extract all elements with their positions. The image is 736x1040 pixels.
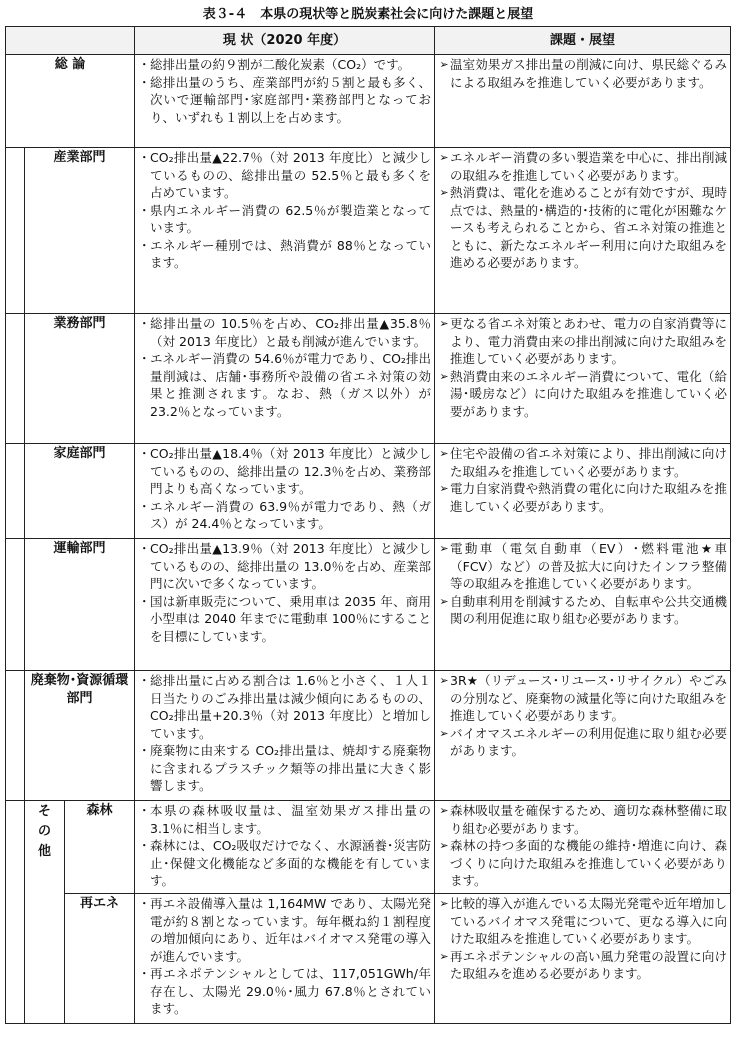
indent-stub (6, 314, 25, 444)
bullet-icon: ・ (138, 316, 151, 331)
bullet-icon: ・ (138, 57, 151, 72)
issue-text: 自動車利用を削減するため、自転車や公共交通機関の利用促進に取り組む必要があります。 (450, 593, 728, 626)
header-blank-cell (6, 27, 135, 55)
arrow-bullet-icon: ➢ (439, 674, 449, 687)
issues-cell (435, 148, 731, 314)
indent-stub (6, 539, 25, 671)
current-cell (135, 671, 435, 801)
arrow-bullet-icon: ➢ (439, 482, 449, 495)
status-text: 総排出量の 10.5％を占め、CO₂排出量▲35.8％（対 2013 年度比）と最も削減が進んでいます。 (150, 316, 432, 349)
row-saiene (6, 894, 731, 1024)
arrow-bullet-icon: ➢ (439, 839, 449, 852)
current-cell (135, 444, 435, 539)
current-cell (135, 801, 435, 894)
status-issues-table (5, 26, 731, 1024)
status-item (138, 149, 431, 202)
issue-item (438, 56, 727, 91)
arrow-bullet-icon: ➢ (439, 317, 449, 330)
issue-text: 住宅や設備の省エネ対策により、排出削減に向けた取組みを推進していく必要があります。 (450, 446, 728, 479)
issues-cell (435, 444, 731, 539)
issue-text: エネルギー消費の多い製造業を中心に、排出削減の取組みを推進していく必要があります。 (450, 150, 728, 183)
issue-item (438, 895, 727, 948)
status-item (138, 74, 431, 127)
status-item (138, 445, 431, 498)
issue-item (438, 149, 727, 184)
other-group-label: その他 (25, 801, 65, 1024)
issue-text: 再エネポテンシャルの高い風力発電の設置に向けた取組みを進める必要があります。 (450, 948, 728, 981)
status-item (138, 350, 431, 420)
row-unyu (6, 539, 731, 671)
issue-text: 森林吸収量を確保するため、適切な森林整備に取り組む必要があります。 (450, 803, 728, 836)
status-text: 総排出量の約９割が二酸化炭素（CO₂）です。 (150, 57, 411, 72)
bullet-icon: ・ (138, 838, 151, 853)
status-item (138, 965, 431, 1018)
bullet-icon: ・ (138, 74, 151, 90)
bullet-icon: ・ (138, 896, 151, 911)
status-item (138, 837, 431, 890)
arrow-bullet-icon: ➢ (439, 58, 449, 71)
status-item (138, 672, 431, 742)
indent-stub (6, 148, 25, 314)
arrow-bullet-icon: ➢ (439, 949, 449, 963)
status-item (138, 540, 431, 593)
table-title: 表３-４ 本県の現状等と脱炭素社会に向けた課題と展望 (202, 7, 534, 22)
status-item (138, 202, 431, 237)
row-sogo (6, 55, 731, 148)
row-gyomu (6, 314, 731, 444)
arrow-bullet-icon: ➢ (439, 726, 449, 740)
issue-item (438, 315, 727, 368)
issue-item (438, 480, 727, 515)
row-katei (6, 444, 731, 539)
bullet-icon: ・ (138, 498, 151, 514)
status-item (138, 895, 431, 965)
status-text: CO₂排出量▲18.4％（対 2013 年度比）と減少しているものの、総排出量の 12.3％を占め、業務部門よりも高くなっています。 (150, 446, 432, 496)
row-haiki (6, 671, 731, 801)
arrow-bullet-icon: ➢ (439, 369, 449, 383)
bullet-icon: ・ (138, 673, 151, 688)
current-cell (135, 55, 435, 148)
issue-item (438, 368, 727, 421)
issues-cell (435, 801, 731, 894)
current-cell (135, 894, 435, 1024)
row-label-katei: 家庭部門 (25, 444, 135, 539)
current-cell (135, 148, 435, 314)
status-item (138, 315, 431, 350)
issue-item (438, 184, 727, 272)
issue-item (438, 445, 727, 480)
issues-cell (435, 55, 731, 148)
status-item (138, 237, 431, 272)
bullet-icon: ・ (138, 202, 151, 218)
indent-stub (6, 671, 25, 801)
bullet-icon: ・ (138, 541, 151, 556)
row-label-saiene: 再エネ (65, 894, 135, 1024)
status-text: 森林には、CO₂吸収だけでなく、水源涵養･災害防止･保健文化機能など多面的な機能を有しています。 (150, 838, 432, 888)
arrow-bullet-icon: ➢ (439, 594, 449, 608)
issue-item (438, 540, 727, 593)
issue-item (438, 593, 727, 628)
arrow-bullet-icon: ➢ (439, 151, 449, 164)
bullet-icon: ・ (138, 803, 151, 818)
issue-text: 森林の持つ多面的な機能の維持･増進に向け、森づくりに向けた取組みを推進していく必要があります。 (450, 838, 728, 888)
issues-cell (435, 314, 731, 444)
issue-item (438, 948, 727, 983)
status-text: 再エネポテンシャルとしては、117,051GWh/年存在し、太陽光 29.0％･風力 67.8％とされています。 (150, 966, 432, 1016)
status-text: 総排出量に占める割合は 1.6％と小さく、１人１日当たりのごみ排出量は減少傾向にあるものの、CO₂排出量+20.3％（対 2013 年度比）と増加しています。 (150, 673, 432, 741)
issue-text: 比較的導入が進んでいる太陽光発電や近年増加しているバイオマス発電について、更なる導入に向けた取組みを推進していく必要があります。 (450, 896, 728, 946)
header-row (6, 27, 731, 55)
arrow-bullet-icon: ➢ (439, 804, 449, 817)
bullet-icon: ・ (138, 237, 151, 253)
status-text: エネルギー消費の 63.9％が電力であり、熱（ガス）が 24.4％となっています。 (150, 498, 432, 531)
status-text: CO₂排出量▲13.9％（対 2013 年度比）と減少しているものの、総排出量の 13.0％を占め、産業部門に次いで多くなっています。 (150, 541, 432, 591)
row-label-shinrin: 森林 (65, 801, 135, 894)
status-text: 本県の森林吸収量は、温室効果ガス排出量の 3.1％に相当します。 (150, 803, 432, 836)
row-label-gyomu: 業務部門 (25, 314, 135, 444)
status-text: 国は新車販売について、乗用車は 2035 年、商用小型車は 2040 年までに電動車 100％にすることを目標にしています。 (150, 593, 432, 644)
bullet-icon: ・ (138, 150, 151, 165)
issue-text: 温室効果ガス排出量の削減に向け、県民総ぐるみによる取組みを推進していく必要があります。 (450, 57, 728, 90)
status-item (138, 593, 431, 646)
current-cell (135, 539, 435, 671)
row-sangyo (6, 148, 731, 314)
bullet-icon: ・ (138, 446, 151, 461)
status-text: CO₂排出量▲22.7％（対 2013 年度比）と減少しているものの、総排出量の 52.5％と最も多くを占めています。 (150, 150, 432, 200)
status-text: 廃棄物に由来する CO₂排出量は、焼却する廃棄物に含まれるプラスチック類等の排出量に大きく影響します。 (150, 743, 432, 793)
issue-item (438, 837, 727, 890)
issue-text: 熱消費由来のエネルギー消費について、電化（給湯･暖房など）に向けた取組みを推進していく必要があります。 (450, 368, 728, 419)
status-text: 県内エネルギー消費の 62.5％が製造業となっています。 (150, 202, 432, 235)
status-item (138, 742, 431, 795)
issues-cell (435, 894, 731, 1024)
arrow-bullet-icon: ➢ (439, 186, 449, 199)
bullet-icon: ・ (138, 593, 151, 609)
row-label-sangyo: 産業部門 (25, 148, 135, 314)
row-label-unyu: 運輸部門 (25, 539, 135, 671)
bullet-icon: ・ (138, 966, 151, 981)
indent-stub (6, 801, 25, 1024)
issues-cell (435, 671, 731, 801)
status-text: エネルギー消費の 54.6％が電力であり、CO₂排出量削減は、店舗･事務所や設備の省エネ対策の効果と推測されます。なお、熱（ガス以外）が 23.2％となっています。 (150, 351, 432, 419)
bullet-icon: ・ (138, 351, 151, 366)
issue-item (438, 672, 727, 725)
arrow-bullet-icon: ➢ (439, 542, 449, 555)
status-item (138, 802, 431, 837)
header-issues-outlook: 課題・展望 (435, 27, 731, 55)
row-label-sogo: 総 論 (6, 55, 135, 148)
status-item (138, 498, 431, 533)
issues-cell (435, 539, 731, 671)
arrow-bullet-icon: ➢ (439, 897, 449, 910)
issue-text: バイオマスエネルギーの利用促進に取り組む必要があります。 (450, 725, 728, 758)
bullet-icon: ・ (138, 743, 151, 758)
status-text: エネルギー種別では、熱消費が 88％となっています。 (150, 237, 432, 270)
row-label-haiki: 廃棄物･資源循環部門 (25, 671, 135, 801)
row-shinrin (6, 801, 731, 894)
issue-item (438, 802, 727, 837)
issue-text: 更なる省エネ対策とあわせ、電力の自家消費等により、電力消費由来の排出削減に向けた取組みを推進していく必要があります。 (450, 316, 728, 366)
issue-text: 熱消費は、電化を進めることが有効ですが、現時点では、熱量的･構造的･技術的に電化が困難なケースも考えられることから、省エネ対策の推進とともに、新たなエネルギー利用に向けた取組みを進める必要があります。 (450, 185, 728, 270)
current-cell (135, 314, 435, 444)
status-text: 再エネ設備導入量は 1,164MW であり、太陽光発電が約８割となっています。毎年概ね約１割程度の増加傾向にあり、近年はバイオマス発電の導入が進んでいます。 (150, 896, 432, 964)
issue-text: 電動車（電気自動車（EV）･燃料電池★車（FCV）など）の普及拡大に向けたインフラ整備等の取組みを推進していく必要があります。 (450, 541, 728, 591)
issue-item (438, 725, 727, 760)
status-item (138, 56, 431, 74)
status-text: 総排出量のうち、産業部門が約５割と最も多く、次いで運輸部門･家庭部門･業務部門となっており、いずれも１割以上を占めます。 (150, 74, 432, 125)
header-current-status: 現 状（2020 年度） (135, 27, 435, 55)
arrow-bullet-icon: ➢ (439, 447, 449, 460)
indent-stub (6, 444, 25, 539)
issue-text: 電力自家消費や熱消費の電化に向けた取組みを推進していく必要があります。 (450, 481, 728, 514)
issue-text: 3R★（リデュース･リユース･リサイクル）やごみの分別など、廃棄物の減量化等に向けた取組みを推進していく必要があります。 (450, 673, 728, 723)
